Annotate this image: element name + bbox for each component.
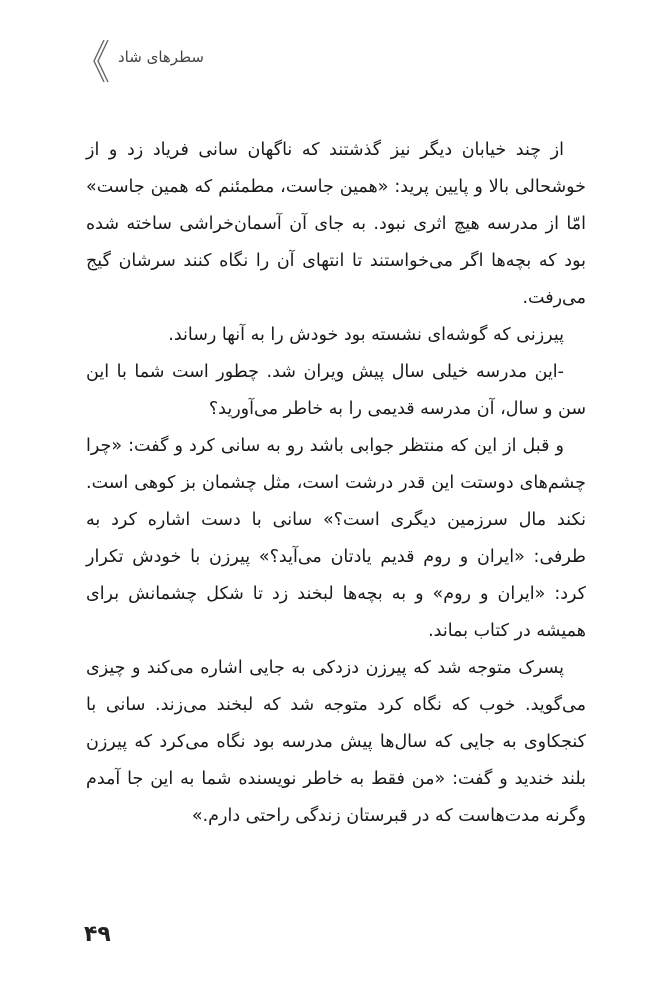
page-number: ۴۹ bbox=[84, 922, 111, 947]
header-bracket-ornament bbox=[84, 38, 114, 84]
running-header bbox=[0, 38, 667, 84]
book-title: سطرهای شاد bbox=[118, 48, 204, 66]
paragraph-3: -این مدرسه خیلی سال پیش ویران شد. چطور است شما با این سن و سال، آن مدرسه قدیمی را به خاطر می‌آورید؟ bbox=[86, 362, 586, 419]
paragraph-4: و قبل از این که منتظر جوابی باشد رو به سانی کرد و گفت: «چرا چشم‌های دوستت این قدر درشت است، مثل چشمان بز کوهی است. نکند مال سرزمین دیگری است؟» سانی با دست اشاره کرد به طرفی: «ایران و روم قدیم یادتان می‌آید؟» پیرزن با خودش تکرار کرد: «ایران و روم» و به بچه‌ها لبخند زد تا شکل چشمانش برای همیشه در کتاب بماند. bbox=[86, 436, 586, 641]
page-body bbox=[86, 132, 586, 835]
paragraph-1: از چند خیابان دیگر نیز گذشتند که ناگهان سانی فریاد زد و از خوشحالی بالا و پایین پرید: «همین جاست، مطمئنم که همین جاست» امّا از مدرسه هیچ اثری نبود. به جای آن آسمان‌خراشی ساخته شده بود که بچه‌ها اگر می‌خواستند تا انتهای آن را نگاه کنند سرشان گیج می‌رفت. bbox=[86, 140, 586, 308]
paragraph-2: پیرزنی که گوشه‌ای نشسته بود خودش را به آنها رساند. bbox=[168, 325, 564, 345]
paragraph-5: پسرک متوجه شد که پیرزن دزدکی به جایی اشاره می‌کند و چیزی می‌گوید. خوب که نگاه کرد متوجه شد که لبخند می‌زند. سانی با کنجکاوی به جایی که سال‌ها پیش مدرسه بود نگاه می‌کرد که پیرزن بلند خندید و گفت: «من فقط به خاطر نویسنده شما به این جا آمدم وگرنه مدت‌هاست که در قبرستان زندگی راحتی دارم.» bbox=[86, 658, 586, 826]
